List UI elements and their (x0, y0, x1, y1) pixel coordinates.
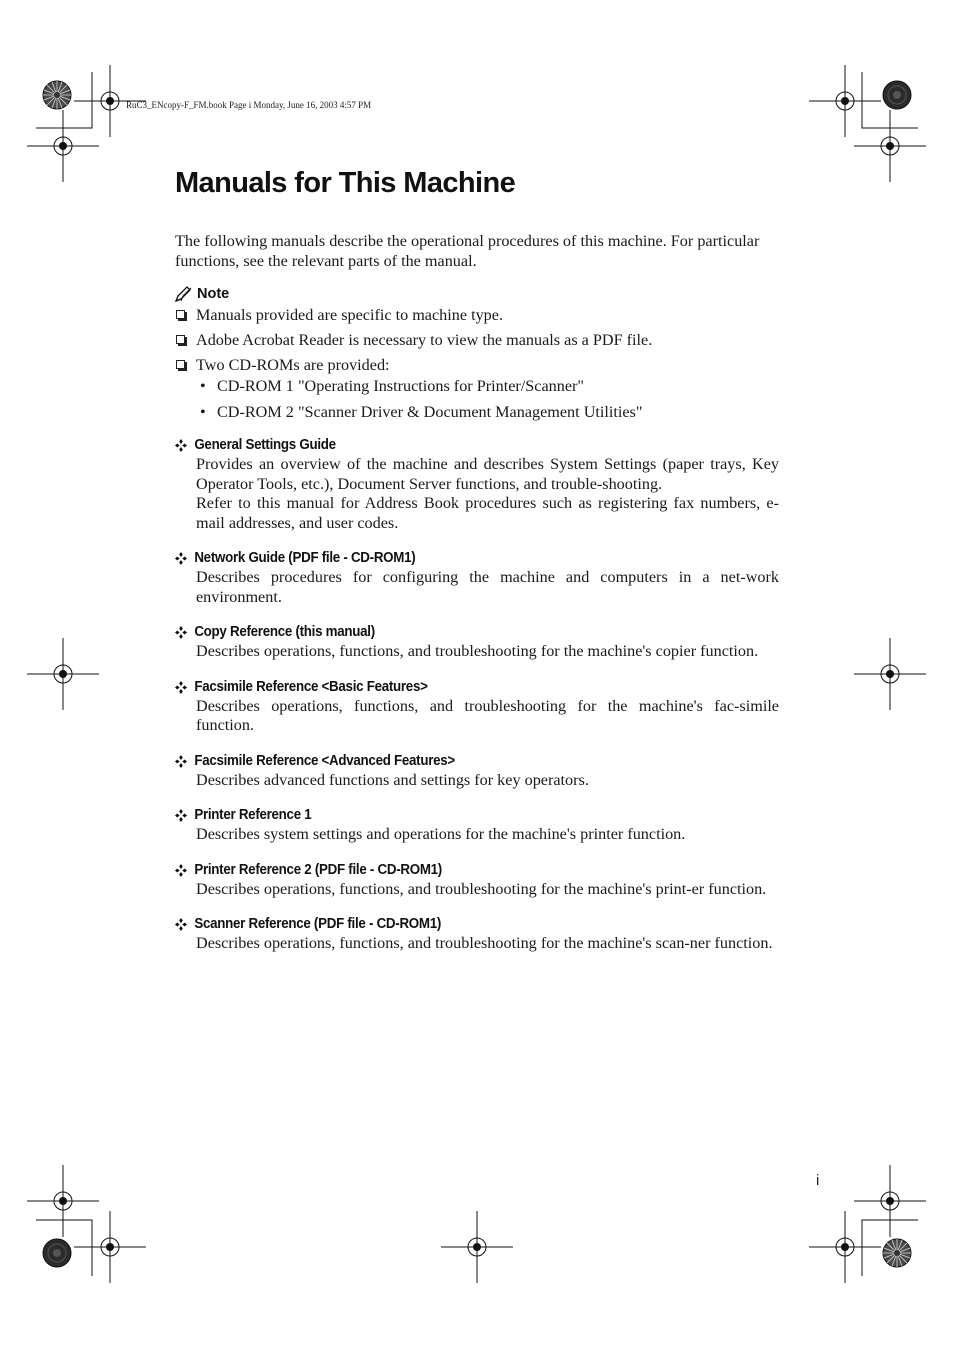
section-heading: Printer Reference 1 (194, 807, 312, 823)
manual-section-facsimile-advanced (175, 750, 779, 791)
note-item-text: Two CD-ROMs are provided: (196, 356, 390, 374)
cd-rom-item-text: CD-ROM 1 "Operating Instructions for Printer/Scanner" (217, 377, 585, 395)
color-bar-icon (43, 1239, 71, 1267)
page-title: Manuals for This Machine (175, 167, 516, 199)
note-label: Note (197, 286, 230, 302)
section-description: Describes operations, functions, and troubleshooting for the machine's print-er function. (196, 879, 767, 898)
manual-section-network-guide (175, 547, 779, 607)
registration-mark-icon (27, 638, 99, 710)
page-number: i (816, 1172, 820, 1189)
color-bar-icon (43, 81, 71, 109)
registration-mark-icon (27, 1165, 99, 1237)
cd-rom-list (196, 376, 779, 422)
manual-section-copy-reference (175, 621, 779, 662)
section-description: Describes procedures for configuring the machine and computers in a net-work environment. (196, 568, 779, 606)
section-description: Describes operations, functions, and troubleshooting for the machine's fac-simile function. (196, 696, 779, 734)
cd-rom-item (196, 376, 779, 396)
registration-mark-icon (27, 110, 99, 182)
diamond-bullet-icon (175, 626, 187, 639)
section-heading: Facsimile Reference <Basic Features> (194, 678, 428, 695)
section-description: Describes system settings and operations for the machine's printer function. (196, 825, 686, 843)
cd-rom-item-text: CD-ROM 2 "Scanner Driver & Document Management Utilities" (217, 403, 643, 421)
registration-mark-icon (74, 1211, 146, 1283)
print-header-info: RuC3_ENcopy-F_FM.book Page i Monday, June 16, 2003 4:57 PM (126, 100, 372, 110)
page-content (175, 231, 779, 954)
section-description: Provides an overview of the machine and describes System Settings (paper trays, Key Operator Tools, etc.), Document Server functions, and trouble-shooting. (196, 455, 779, 493)
section-description: Refer to this manual for Address Book procedures such as registering fax numbers, e-mail addresses, and user codes. (196, 494, 779, 532)
color-bar-icon (883, 81, 911, 109)
section-heading: Copy Reference (this manual) (194, 624, 375, 640)
note-item (175, 305, 779, 325)
section-heading: Facsimile Reference <Advanced Features> (194, 752, 455, 769)
registration-mark-icon (854, 638, 926, 710)
registration-mark-icon (854, 110, 926, 182)
diamond-bullet-icon (175, 918, 187, 931)
checkbox-icon (176, 335, 185, 344)
registration-mark-icon (854, 1165, 926, 1237)
manual-section-general-settings (175, 434, 779, 533)
registration-mark-icon (441, 1211, 513, 1283)
manual-section-scanner-reference (175, 913, 779, 954)
diamond-bullet-icon (175, 809, 187, 822)
checkbox-icon (176, 360, 185, 369)
color-bar-icon (883, 1239, 911, 1267)
manual-section-printer-reference-1 (175, 804, 779, 845)
diamond-bullet-icon (175, 681, 187, 694)
registration-mark-icon (809, 1211, 881, 1283)
cd-rom-item (196, 402, 779, 422)
section-heading: Scanner Reference (PDF file - CD-ROM1) (194, 916, 442, 932)
pencil-note-icon (175, 286, 193, 302)
bullet-icon: • (200, 377, 206, 395)
section-description: Describes operations, functions, and troubleshooting for the machine's copier function. (196, 642, 759, 660)
registration-mark-icon (809, 65, 881, 137)
note-item-text: Adobe Acrobat Reader is necessary to view the manuals as a PDF file. (196, 331, 653, 349)
diamond-bullet-icon (175, 552, 187, 565)
note-heading (175, 283, 779, 305)
note-list (175, 305, 779, 422)
manual-section-facsimile-basic (175, 676, 779, 736)
diamond-bullet-icon (175, 864, 187, 877)
diamond-bullet-icon (175, 755, 187, 768)
section-heading: Printer Reference 2 (PDF file - CD-ROM1) (194, 861, 442, 878)
bullet-icon: • (200, 403, 206, 421)
checkbox-icon (176, 310, 185, 319)
note-item-text: Manuals provided are specific to machine type. (196, 306, 504, 324)
note-item (175, 355, 779, 422)
section-heading: General Settings Guide (194, 437, 336, 453)
section-heading: Network Guide (PDF file - CD-ROM1) (194, 550, 416, 566)
diamond-bullet-icon (175, 439, 187, 452)
manual-section-printer-reference-2 (175, 859, 779, 900)
note-item (175, 330, 779, 350)
section-description: Describes advanced functions and settings for key operators. (196, 770, 589, 789)
section-description: Describes operations, functions, and troubleshooting for the machine's scan-ner function. (196, 934, 773, 952)
intro-paragraph: The following manuals describe the operational procedures of this machine. For particular functions, see the relevant parts of the manual. (175, 232, 760, 270)
